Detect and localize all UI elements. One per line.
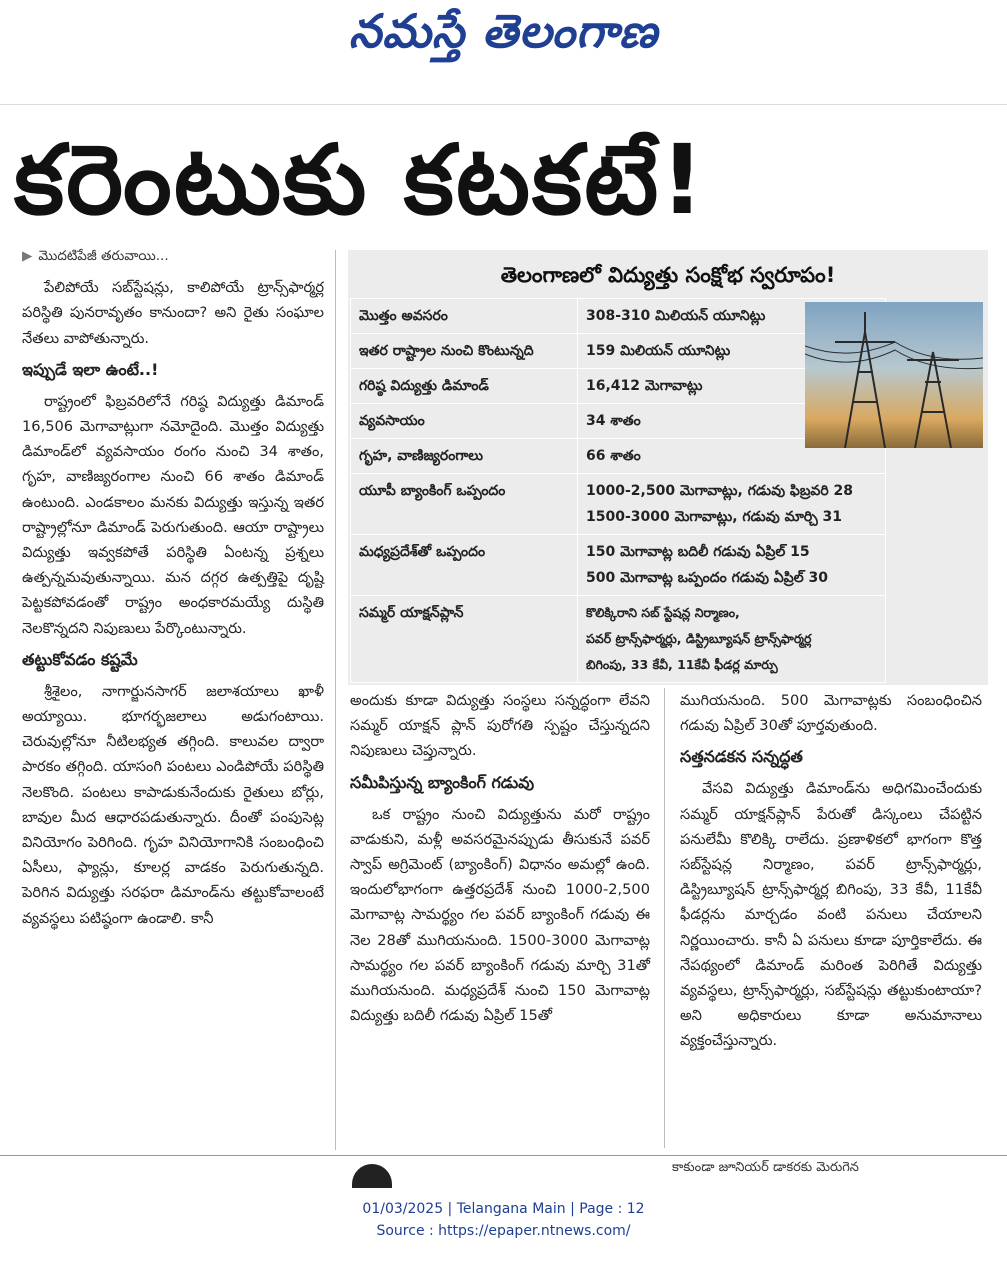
row-value: 16,412 మెగావాట్లు: [578, 369, 886, 404]
paragraph: శ్రీశైలం, నాగార్జునసాగర్ జలాశయాలు ఖాళీ అయ్యాయి. భూగర్భజలాలు అడుగంటాయి. చెరువుల్లోనూ నీటిలభ్యత తగ్గింది. కాలువల ద్వారా పారకం తగ్గింది. యాసంగి పంటలు ఎండిపోయే పరిస్థితి నెలకొంది. పంటలు కాపాడుకునేందుకు రైతులు బోర్లు, బావుల మీద ఆధారపడుతున్నారు. దీంతో పంపుసెట్ల వినియోగం పెరిగింది. గృహ వినియోగానికి సంబంధించి ఏసీలు, ఫ్యాన్లు, కూలర్ల వాడకం పెరుగుతున్నది. పెరిగిన విద్యుత్తు సరఫరా డిమాండ్‌ను తట్టుకోవాలంటే వ్యవస్థలు పటిష్ఠంగా ఉండాలి. కానీ: [22, 682, 324, 927]
right-column: [680, 688, 982, 1054]
continued-label: [22, 244, 324, 269]
info-box: [348, 250, 988, 685]
paragraph: ఒక రాష్ట్రం నుంచి విద్యుత్తును మరో రాష్ట్రం వాడుకుని, మళ్లీ అవసరమైనప్పుడు తీసుకునే పవర్ స్వాప్ అగ్రిమెంట్ (బ్యాంకింగ్) విధానం అమల్లో ఉంది. ఇందులోభాగంగా ఉత్తరప్రదేశ్ నుంచి 1000-2,500 మెగావాట్ల సామర్థ్యం గల పవర్ బ్యాంకింగ్ గడువు ఈ నెల 28తో ముగియనుంది. 1500-3000 మెగావాట్ల సామర్థ్యం గల పవర్ బ్యాంకింగ్ గడువు మార్చి 31తో ముగియనుంది. మధ్యప్రదేశ్ నుంచి 150 మెగావాట్ల విద్యుత్తు బదిలీ గడువు ఏప్రిల్ 15తో: [350, 805, 650, 1025]
row-value-line: పవర్ ట్రాన్స్‌ఫార్మర్లు, డిస్ట్రిబ్యూషన్ ట్రాన్స్‌ఫార్మర్ల: [586, 631, 812, 646]
row-key: ఇతర రాష్ట్రాల నుంచి కొంటున్నది: [351, 334, 578, 369]
newspaper-logo: నమస్తే తెలంగాణ: [348, 4, 659, 58]
table-row: [351, 596, 886, 683]
left-column: [22, 244, 324, 931]
row-value-line: 1000-2,500 మెగావాట్లు, గడువు ఫిబ్రవరి 28: [586, 483, 853, 499]
row-key: గృహ, వాణిజ్యరంగాలు: [351, 439, 578, 474]
divider: [0, 104, 1007, 105]
headline: కరెంటుకు కటకటే!: [14, 124, 707, 236]
row-value: 34 శాతం: [578, 404, 886, 439]
arrow-icon: ▶: [22, 248, 33, 264]
row-value-line: కొలిక్కిరాని సబ్ స్టేషన్ల నిర్మాణం,: [586, 605, 740, 620]
paragraph: అందుకు కూడా విద్యుత్తు సంస్థలు సన్నద్ధంగా లేవని సమ్మర్ యాక్షన్ ప్లాన్ పురోగతి స్పష్టం చేస్తున్నదని నిపుణులు చెప్తున్నారు.: [350, 692, 650, 760]
column-divider: [335, 250, 336, 1150]
teaser-text: కాకుండా జూనియర్ డాకరకు మెరుగెన: [672, 1160, 859, 1175]
row-value: 159 మిలియన్ యూనిట్లు: [578, 334, 886, 369]
subheading: ఇప్పుడే ఇలా ఉంటే..!: [22, 359, 159, 379]
row-value: [578, 474, 886, 535]
paragraph: వేసవి విద్యుత్తు డిమాండ్‌ను అధిగమించేందుకు సమ్మర్ యాక్షన్‌ప్లాన్ పేరుతో డిస్కంలు చేపట్టిన పనులేమీ కొలిక్కి రాలేదు. ప్రణాళికలో భాగంగా కొత్త సబ్‌స్టేషన్ల నిర్మాణం, పవర్ ట్రాన్స్‌ఫార్మర్లు, డిస్ట్రిబ్యూషన్ ట్రాన్స్‌ఫార్మర్ల బిగింపు, 33 కేవీ, 11కేవీ ఫీడర్లను మార్చడం వంటి పనులు చేయాలని నిర్ణయించారు. కానీ ఏ పనులు కూడా పూర్తికాలేదు. ఈ నేపథ్యంలో డిమాండ్ మరింత పెరిగితే విద్యుత్తు వ్యవస్థలు, ట్రాన్స్‌ఫార్మర్లు, సబ్‌స్టేషన్లు తట్టుకుంటాయా? అని అధికారులు కూడా అనుమానాలు వ్యక్తంచేస్తున్నారు.: [680, 780, 982, 1050]
row-value-line: బిగింపు, 33 కేవీ, 11కేవీ ఫీడర్ల మార్పు: [586, 657, 778, 672]
subheading: సత్తనడకన సన్నద్ధత: [680, 747, 803, 767]
row-value-line: 1500-3000 మెగావాట్లు, గడువు మార్చి 31: [586, 509, 842, 525]
decorative-shape: [352, 1164, 392, 1188]
divider: [0, 1155, 1007, 1156]
edition-info: 01/03/2025 | Telangana Main | Page : 12: [362, 1201, 645, 1217]
table-row: [351, 474, 886, 535]
page-footer: [0, 1198, 1007, 1242]
row-key: వ్యవసాయం: [351, 404, 578, 439]
table-row: [351, 535, 886, 596]
row-key: యూపీ బ్యాంకింగ్ ఒప్పందం: [351, 474, 578, 535]
info-box-title: తెలంగాణలో విద్యుత్తు సంక్షోభ స్వరూపం!: [500, 263, 836, 287]
paragraph: రాష్ట్రంలో ఫిబ్రవరిలోనే గరిష్ఠ విద్యుత్తు డిమాండ్ 16,506 మెగావాట్లుగా నమోదైంది. మొత్తం విద్యుత్తు డిమాండ్‌లో వ్యవసాయం రంగం నుంచి 34 శాతం, గృహ, వాణిజ్యరంగాల నుంచి 66 శాతం డిమాండ్ ఉంటుంది. ఎండకాలం మనకు విద్యుత్తు ఇస్తున్న ఇతర రాష్ట్రాల్లోనూ డిమాండ్ పెరుగుతుంది. ఆయా రాష్ట్రాలు విద్యుత్తు ఇవ్వకపోతే పరిస్థితి ఏంటన్న ప్రశ్నలు ఉత్పన్నమవుతున్నాయి. మన దగ్గర ఉత్పత్తిపై దృష్టి పెట్టకపోవడంతో రాష్ట్రం అంధకారమయ్యే దుస్థితి నెలకొన్నదని నిపుణులు పేర్కొంటున్నారు.: [22, 392, 324, 637]
row-key: సమ్మర్ యాక్షన్‌ప్లాన్: [351, 596, 578, 683]
subheading: సమీపిస్తున్న బ్యాంకింగ్ గడువు: [350, 772, 535, 792]
paragraph: ముగియనుంది. 500 మెగావాట్లకు సంబంధించిన గడువు ఏప్రిల్ 30తో పూర్తవుతుంది.: [680, 692, 982, 735]
row-key: మధ్యప్రదేశ్‌తో ఒప్పందం: [351, 535, 578, 596]
masthead: [0, 0, 1007, 72]
row-value: 66 శాతం: [578, 439, 886, 474]
row-value: 308-310 మిలియన్ యూనిట్లు: [578, 299, 886, 334]
intro-paragraph: పేలిపోయే సబ్‌స్టేషన్లు, కాలిపోయే ట్రాన్స్‌ఫార్మర్ల పరిస్థితి పునరావృతం కానుందా? అని రైతు సంఘాల నేతలు వాపోతున్నారు.: [22, 279, 324, 347]
transmission-tower-icon: [805, 302, 983, 448]
middle-column: [350, 688, 650, 1028]
row-value-line: 500 మెగావాట్ల ఒప్పందం గడువు ఏప్రిల్ 30: [586, 570, 828, 586]
row-value: [578, 596, 886, 683]
power-tower-photo: [805, 302, 983, 448]
row-value-line: 150 మెగావాట్ల బదిలీ గడువు ఏప్రిల్ 15: [586, 544, 810, 560]
source-link[interactable]: Source : https://epaper.ntnews.com/: [376, 1223, 631, 1239]
row-key: గరిష్ఠ విద్యుత్తు డిమాండ్: [351, 369, 578, 404]
subheading: తట్టుకోవడం కష్టమే: [22, 649, 138, 669]
row-value: [578, 535, 886, 596]
column-divider: [664, 688, 665, 1148]
row-key: మొత్తం అవసరం: [351, 299, 578, 334]
continued-text: మొదటిపేజీ తరువాయి...: [38, 248, 169, 264]
